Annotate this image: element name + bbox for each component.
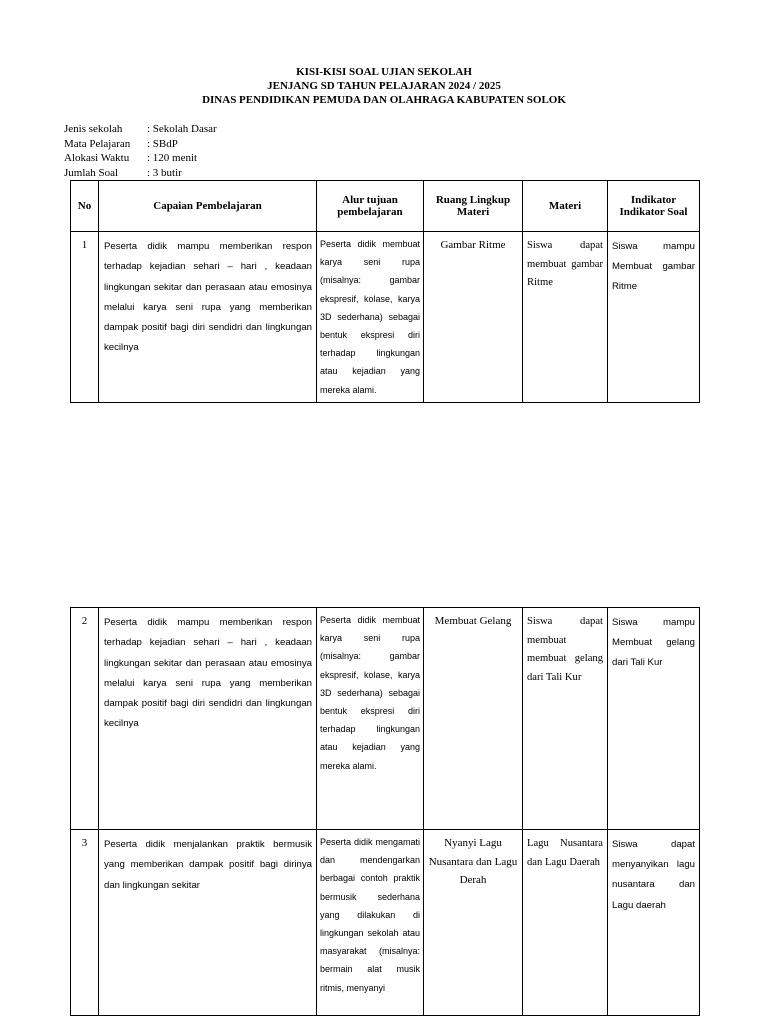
header-ruang-lingkup (424, 181, 523, 232)
header-indikator-line2: Indikator Soal (619, 206, 688, 218)
header-capaian-pembelajaran: Capaian Pembelajaran (99, 181, 317, 232)
table-header-row (71, 181, 700, 232)
header-ruang-lingkup-line1: Ruang Lingkup (435, 194, 511, 206)
table-row (71, 830, 700, 1016)
header-indikator (608, 181, 700, 232)
doc-title: KISI-KISI SOAL UJIAN SEKOLAH (296, 66, 472, 78)
cell-ruang-lingkup: Gambar Ritme (424, 232, 523, 403)
meta-row-jenis-sekolah (64, 122, 217, 137)
meta-label: Jumlah Soal (64, 166, 119, 179)
header-materi: Materi (523, 181, 608, 232)
table-row (71, 608, 700, 830)
cell-alur-tujuan: Peserta didik mengamati dan mendengarkan berbagai contoh praktik bermusik sederhana yang dilakukan di lingkungan sekolah atau masyarakat (misalnya: bermain alat musik ritmis, menyanyi (317, 830, 424, 1016)
cell-alur-tujuan: Peserta didik membuat karya seni rupa (misalnya: gambar ekspresif, kolase, karya 3D sederhana) sebagai bentuk ekspresi diri terhadap lingkungan atau kejadian yang mereka alami. (317, 232, 424, 403)
cell-no: 2 (71, 608, 99, 830)
kisi-table-part-1 (70, 180, 700, 403)
header-no: No (71, 181, 99, 232)
cell-alur-tujuan: Peserta didik membuat karya seni rupa (misalnya: gambar ekspresif, kolase, karya 3D sederhana) sebagai bentuk ekspresi diri terhadap lingkungan atau kejadian yang mereka alami. (317, 608, 424, 830)
doc-subtitle-level: JENJANG SD TAHUN PELAJARAN 2024 / 2025 (267, 80, 501, 92)
meta-value: : Sekolah Dasar (147, 123, 217, 135)
doc-subtitle-agency: DINAS PENDIDIKAN PEMUDA DAN OLAHRAGA KABUPATEN SOLOK (202, 94, 566, 106)
cell-materi: Siswa dapat membuat membuat gelang dari Tali Kur (523, 608, 608, 830)
cell-ruang-lingkup: Nyanyi Lagu Nusantara dan Lagu Derah (424, 830, 523, 1016)
meta-value: : 120 menit (147, 152, 198, 164)
header-alur-tujuan-line2: pembelajaran (337, 206, 403, 218)
meta-label: Jenis sekolah (64, 123, 123, 135)
header-indikator-line1: Indikator (630, 194, 677, 206)
cell-no: 3 (71, 830, 99, 1016)
cell-materi: Lagu Nusantara dan Lagu Daerah (523, 830, 608, 1016)
meta-row-jumlah-soal (64, 166, 217, 181)
table-row (71, 232, 700, 403)
cell-indikator: Siswa mampu Membuat gelang dari Tali Kur (608, 608, 700, 830)
meta-row-mata-pelajaran (64, 137, 217, 152)
header-alur-tujuan-line1: Alur tujuan (342, 194, 398, 206)
meta-value: : 3 butir (147, 166, 182, 179)
meta-label: Mata Pelajaran (64, 137, 131, 150)
meta-label: Alokasi Waktu (64, 152, 130, 164)
cell-materi: Siswa dapat membuat gambar Ritme (523, 232, 608, 403)
header-alur-tujuan (317, 181, 424, 232)
cell-no: 1 (71, 232, 99, 403)
cell-ruang-lingkup: Membuat Gelang (424, 608, 523, 830)
header-ruang-lingkup-line2: Materi (456, 206, 490, 218)
cell-indikator: Siswa dapat menyanyikan lagu nusantara dan Lagu daerah (608, 830, 700, 1016)
kisi-table-part-2 (70, 607, 700, 1016)
cell-capaian-pembelajaran: Peserta didik mampu memberikan respon terhadap kejadian sehari – hari , keadaan lingkungan sekitar dan perasaan atau emosinya melalui karya seni rupa yang memberikan dampak positif bagi diri sendidri dan lingkungan kecilnya (99, 232, 317, 403)
meta-row-alokasi-waktu (64, 151, 217, 166)
cell-indikator: Siswa mampu Membuat gambar Ritme (608, 232, 700, 403)
cell-capaian-pembelajaran: Peserta didik menjalankan praktik bermusik yang memberikan dampak positif bagi dirinya dan lingkungan sekitar (99, 830, 317, 1016)
meta-value: : SBdP (147, 137, 178, 150)
meta-info (64, 122, 217, 180)
cell-capaian-pembelajaran: Peserta didik mampu memberikan respon terhadap kejadian sehari – hari , keadaan lingkungan sekitar dan perasaan atau emosinya melalui karya seni rupa yang memberikan dampak positif bagi diri sendidri dan lingkungan kecilnya (99, 608, 317, 830)
